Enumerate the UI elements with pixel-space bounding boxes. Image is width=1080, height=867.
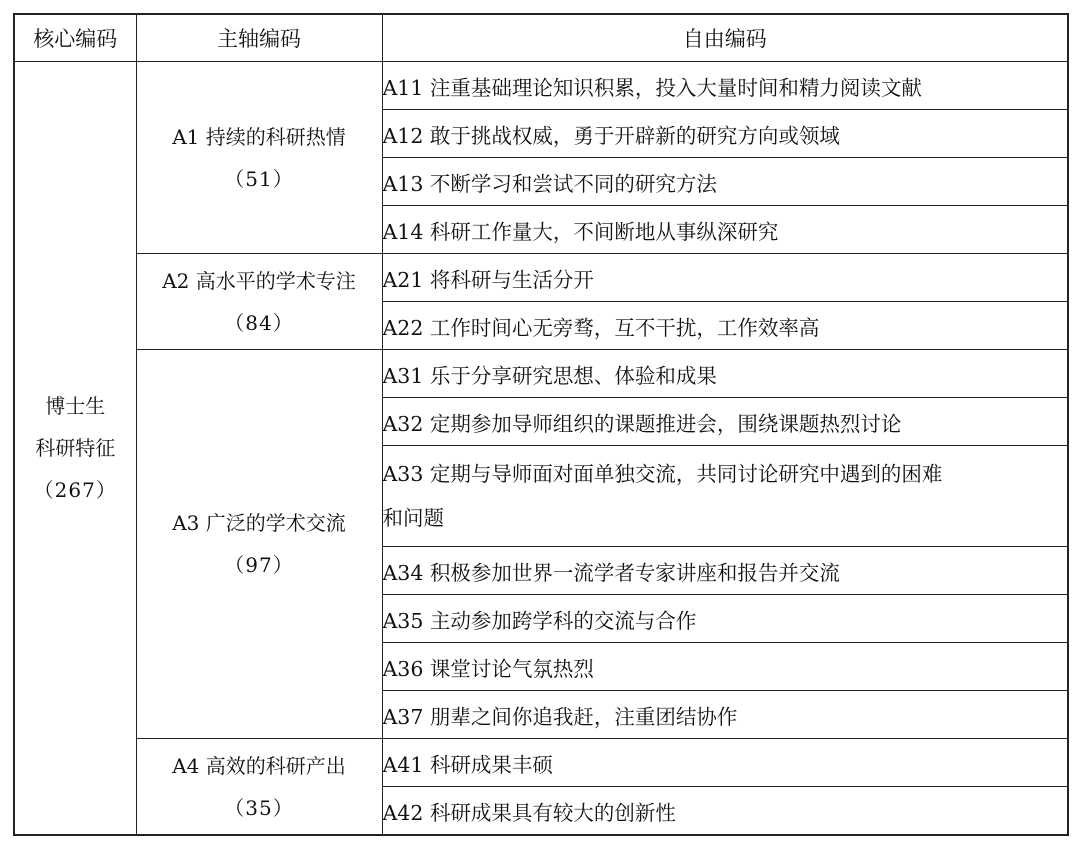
table-row — [14, 62, 1068, 110]
free-code-a32: A32 定期参加导师组织的课题推进会，围绕课题热烈讨论 — [382, 398, 1068, 446]
core-code-cell — [14, 62, 136, 836]
table-row — [14, 254, 1068, 302]
header-row — [14, 14, 1068, 62]
table-row — [14, 350, 1068, 398]
core-code-line1: 博士生 — [45, 394, 106, 418]
axis-code-a3 — [136, 350, 382, 739]
axis-count: （51） — [224, 166, 294, 191]
free-code-a22: A22 工作时间心无旁骛，互不干扰，工作效率高 — [382, 302, 1068, 350]
free-code-a33 — [382, 446, 1068, 547]
free-code-a34: A34 积极参加世界一流学者专家讲座和报告并交流 — [382, 547, 1068, 595]
free-code-a11: A11 注重基础理论知识积累，投入大量时间和精力阅读文献 — [382, 62, 1068, 110]
free-code-a37: A37 朋辈之间你追我赶，注重团结协作 — [382, 691, 1068, 739]
header-axis: 主轴编码 — [136, 14, 382, 62]
axis-code-a4 — [136, 739, 382, 836]
axis-label: A2 高水平的学术专注 — [162, 268, 356, 293]
free-code-a33-line2: 和问题 — [382, 506, 444, 530]
free-code-a31: A31 乐于分享研究思想、体验和成果 — [382, 350, 1068, 398]
free-code-a14: A14 科研工作量大，不间断地从事纵深研究 — [382, 206, 1068, 254]
free-code-a41: A41 科研成果丰硕 — [382, 739, 1068, 787]
table-row — [14, 739, 1068, 787]
axis-count: （35） — [224, 795, 294, 820]
core-code-line2: 科研特征 — [35, 436, 116, 460]
free-code-a35: A35 主动参加跨学科的交流与合作 — [382, 595, 1068, 643]
axis-label: A3 广泛的学术交流 — [172, 511, 346, 535]
free-code-a36: A36 课堂讨论气氛热烈 — [382, 643, 1068, 691]
axis-count: （97） — [224, 553, 294, 577]
axis-code-a1 — [136, 62, 382, 254]
axis-count: （84） — [224, 310, 294, 335]
coding-table — [13, 13, 1069, 836]
header-free: 自由编码 — [382, 14, 1068, 62]
free-code-a12: A12 敢于挑战权威，勇于开辟新的研究方向或领域 — [382, 110, 1068, 158]
header-core: 核心编码 — [14, 14, 136, 62]
free-code-a42: A42 科研成果具有较大的创新性 — [382, 787, 1068, 836]
axis-label: A1 持续的科研热情 — [172, 124, 346, 149]
axis-code-a2 — [136, 254, 382, 350]
free-code-a21: A21 将科研与生活分开 — [382, 254, 1068, 302]
free-code-a33-line1: A33 定期与导师面对面单独交流，共同讨论研究中遇到的困难 — [382, 462, 943, 486]
free-code-a13: A13 不断学习和尝试不同的研究方法 — [382, 158, 1068, 206]
axis-label: A4 高效的科研产出 — [172, 753, 346, 778]
core-code-count: （267） — [33, 478, 117, 502]
